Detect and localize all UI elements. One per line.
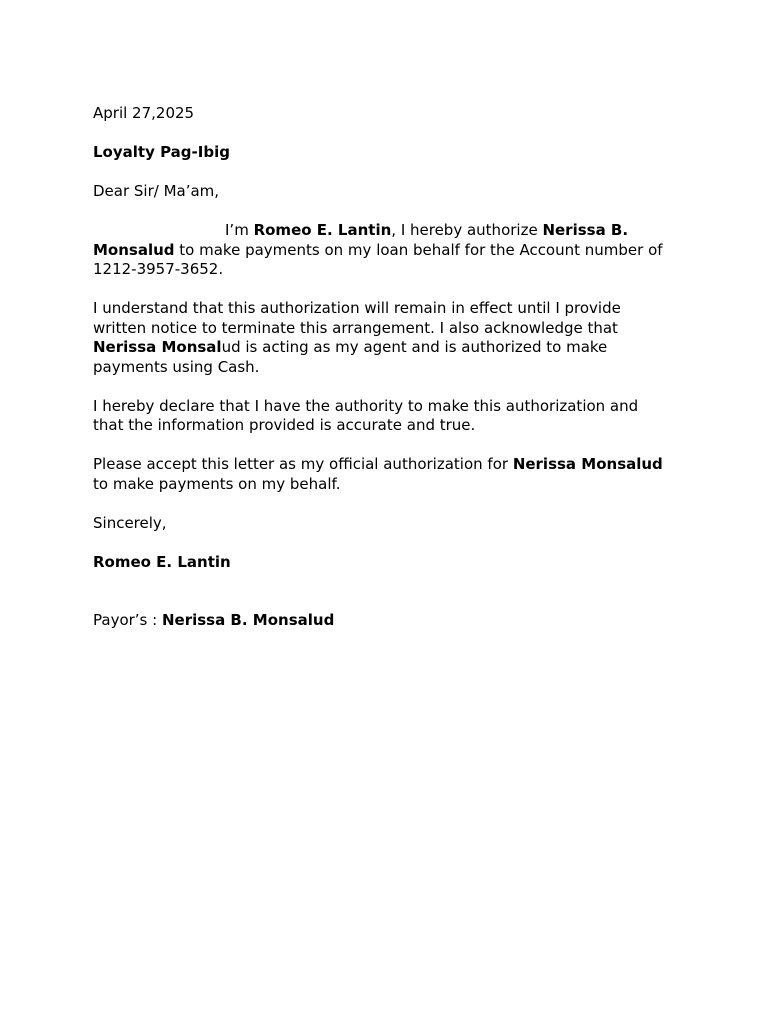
paragraph4-text-1: Please accept this letter as my official authorization for: [93, 455, 513, 473]
payor-name: Nerissa B. Monsalud: [161, 611, 335, 629]
paragraph2-text-2: is acting as my agent and is authorized to make payments using Cash.: [93, 338, 608, 376]
letter-recipient: [93, 143, 673, 163]
paragraph1-text-2: , I hereby authorize: [391, 221, 543, 239]
paragraph-declaration: I hereby declare that I have the authority to make this authorization and that the information provided is accurate and true.: [93, 396, 639, 434]
payor-line: [93, 611, 673, 631]
agent-name-rest: ud: [221, 338, 241, 356]
letter-salutation: Dear Sir/ Ma’am,: [93, 182, 220, 200]
signature-name: Romeo E. Lantin: [93, 552, 231, 571]
paragraph1-text-3: to make payments on my loan behalf for the Account number of 1212-3957-3652.: [93, 240, 663, 278]
payor-label: Payor’s :: [93, 611, 162, 629]
paragraph-acceptance: [93, 455, 673, 494]
paragraph-authorization: [93, 221, 673, 280]
author-name: Romeo E. Lantin: [253, 221, 392, 239]
paragraph4-text-2: to make payments on my behalf.: [93, 474, 341, 493]
recipient-name: Loyalty Pag-Ibig: [93, 143, 230, 161]
paragraph1-text-1: I’m: [225, 221, 254, 239]
agent-name: Nerissa Monsalud: [512, 455, 663, 473]
agent-name-partial-bold: Nerissa Monsal: [93, 338, 222, 356]
letter-signature: [93, 553, 673, 573]
letter-closing: Sincerely,: [93, 513, 167, 532]
letter-date: April 27,2025: [93, 104, 195, 122]
agent-name: Nerissa B. Monsalud: [93, 221, 629, 259]
paragraph2-text-1: I understand that this authorization will remain in effect until I provide written notice to terminate this arrangement. I also acknowledge that: [93, 299, 621, 337]
letter-page: [93, 104, 673, 631]
paragraph-understanding: [93, 299, 673, 377]
